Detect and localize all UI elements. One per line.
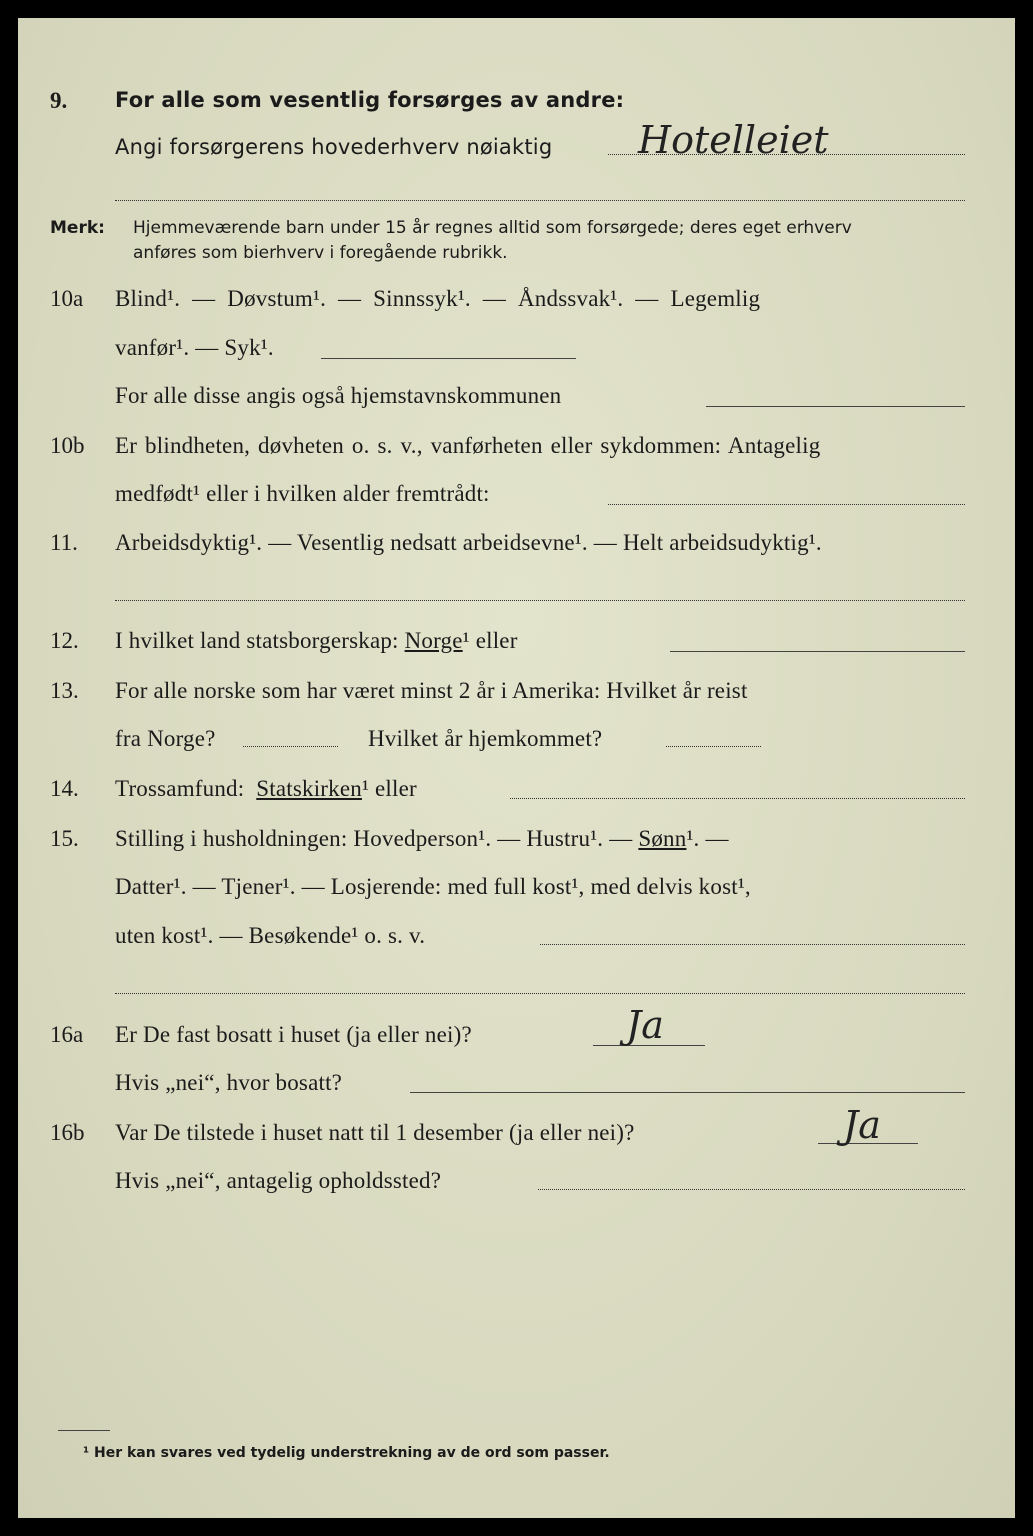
- q13-number: 13.: [50, 678, 79, 703]
- q16a-where-line: [410, 1092, 965, 1093]
- q10b-number: 10b: [50, 433, 85, 458]
- q16b-number: 16b: [50, 1120, 85, 1145]
- q12-prompt: I hvilket land statsborgerskap:: [115, 628, 399, 653]
- footnote: ¹ Her kan svares ved tydelig understrekning av de ord som passer.: [83, 1445, 610, 1461]
- q16b-line1: Var De tilstede i huset natt til 1 desember (ja eller nei)?: [115, 1120, 635, 1145]
- q12-post: ¹ eller: [462, 628, 518, 653]
- q14-prompt: Trossamfund:: [115, 776, 245, 801]
- q16b-handwritten-answer: Ja: [843, 1103, 881, 1147]
- q15-line1a: Stilling i husholdningen: Hovedperson¹. — Hustru¹. —: [115, 826, 633, 851]
- q10a-home-line: [706, 406, 965, 407]
- q14-number: 14.: [50, 776, 79, 801]
- q10b-line2: medfødt¹ eller i hvilken alder fremtrådt:: [115, 481, 490, 506]
- q12-answer-line: [670, 651, 965, 652]
- q9-handwritten-answer: Hotelleiet: [638, 118, 829, 162]
- q13-year-home-line: [666, 746, 761, 747]
- q16a-line2: Hvis „nei“, hvor bosatt?: [115, 1070, 343, 1095]
- q10a-line1: Blind¹. — Døvstum¹. — Sinnssyk¹. — Åndssvak¹. — Legemlig: [115, 286, 761, 311]
- q16b-where-line: [538, 1189, 965, 1190]
- q9-heading: For alle som vesentlig forsørges av andre:: [115, 88, 625, 112]
- q9-extra-line: [115, 200, 965, 201]
- q10b-answer-line: [608, 504, 965, 505]
- q10a-line2: vanfør¹. — Syk¹.: [115, 335, 274, 360]
- q10a-line3: For alle disse angis også hjemstavnskommunen: [115, 383, 562, 408]
- q11-line1: Arbeidsdyktig¹. — Vesentlig nedsatt arbeidsevne¹. — Helt arbeidsudyktig¹.: [115, 530, 822, 555]
- q16a-line1: Er De fast bosatt i huset (ja eller nei)?: [115, 1022, 472, 1047]
- q16b-line2: Hvis „nei“, antagelig opholdssted?: [115, 1168, 442, 1193]
- q13-line1: For alle norske som har været minst 2 år i Amerika: Hvilket år reist: [115, 678, 748, 703]
- q11-answer-line: [115, 600, 965, 601]
- merk-line1: Hjemmeværende barn under 15 år regnes alltid som forsørgede; deres eget erhverv: [133, 218, 852, 238]
- q15-sonn-underlined: Sønn: [638, 826, 687, 851]
- q10b-line1: Er blindheten, døvheten o. s. v., vanførheten eller sykdommen: Antagelig: [115, 433, 821, 458]
- q14-post: ¹ eller: [361, 776, 417, 801]
- q16a-number: 16a: [50, 1022, 84, 1047]
- q15-line1b: ¹. —: [686, 826, 729, 851]
- q15-line1: [115, 826, 729, 852]
- census-form-page: [18, 18, 1015, 1518]
- q16a-handwritten-answer: Ja: [626, 1003, 664, 1047]
- q15-line2: Datter¹. — Tjener¹. — Losjerende: med full kost¹, med delvis kost¹,: [115, 874, 751, 899]
- q14-statskirken-underlined: Statskirken: [256, 776, 362, 801]
- q13-year-left-line: [243, 746, 338, 747]
- footnote-rule: [58, 1430, 110, 1431]
- q13-line2a: fra Norge?: [115, 726, 216, 751]
- merk-label: Merk:: [50, 218, 105, 238]
- q15-extra-line: [115, 993, 965, 994]
- q15-answer-line: [540, 944, 965, 945]
- q9-prompt: Angi forsørgerens hovederhverv nøiaktig: [115, 135, 553, 159]
- q15-line3: uten kost¹. — Besøkende¹ o. s. v.: [115, 923, 426, 948]
- q14-line: [115, 776, 417, 802]
- q12-norge-underlined: Norge: [404, 628, 463, 653]
- q10a-number: 10a: [50, 286, 84, 311]
- q15-number: 15.: [50, 826, 79, 851]
- q9-number: 9.: [50, 88, 68, 113]
- q11-number: 11.: [50, 530, 78, 555]
- q14-answer-line: [510, 798, 965, 799]
- q12-number: 12.: [50, 628, 79, 653]
- q13-line2b: Hvilket år hjemkommet?: [368, 726, 603, 751]
- merk-line2: anføres som bierhverv i foregående rubrikk.: [133, 243, 508, 263]
- q12-line: [115, 628, 518, 654]
- q10a-answer-line: [321, 358, 576, 359]
